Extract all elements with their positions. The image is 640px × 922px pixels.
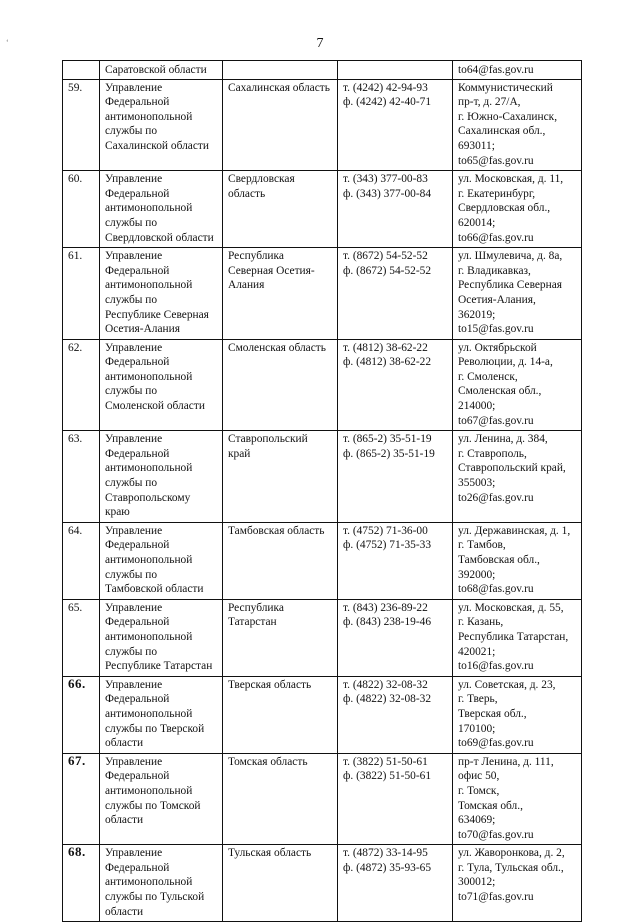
table-row bbox=[63, 339, 582, 431]
postal-address: ул. Советская, д. 23, г. Тверь, Тверская обл., 170100; to69@fas.gov.ru bbox=[453, 676, 582, 753]
row-number: 68. bbox=[63, 845, 100, 922]
phone-fax: т. (343) 377-00-83 ф. (343) 377-00-84 bbox=[338, 171, 453, 248]
table-row bbox=[63, 522, 582, 599]
phone-fax: т. (4242) 42-94-93 ф. (4242) 42-40-71 bbox=[338, 79, 453, 171]
office-name: Управление Федеральной антимонопольной службы по Томской области bbox=[100, 753, 223, 845]
office-name: Управление Федеральной антимонопольной службы по Тамбовской области bbox=[100, 522, 223, 599]
table-row bbox=[63, 79, 582, 171]
postal-address: пр-т Ленина, д. 111, офис 50, г. Томск, Томская обл., 634069; to70@fas.gov.ru bbox=[453, 753, 582, 845]
fas-offices-table bbox=[62, 60, 582, 922]
table-row bbox=[63, 61, 582, 80]
region-name: Смоленская область bbox=[223, 339, 338, 431]
region-name: Тульская область bbox=[223, 845, 338, 922]
table-row bbox=[63, 431, 582, 523]
row-number: 59. bbox=[63, 79, 100, 171]
office-name: Управление Федеральной антимонопольной службы по Республике Северная Осетия-Алания bbox=[100, 248, 223, 340]
office-name: Управление Федеральной антимонопольной службы по Тверской области bbox=[100, 676, 223, 753]
region-name: Тамбовская область bbox=[223, 522, 338, 599]
office-name: Управление Федеральной антимонопольной службы по Сахалинской области bbox=[100, 79, 223, 171]
phone-fax: т. (4822) 32-08-32 ф. (4822) 32-08-32 bbox=[338, 676, 453, 753]
postal-address: ул. Шмулевича, д. 8а, г. Владикавказ, Республика Северная Осетия-Алания, 362019; to15@fas.gov.ru bbox=[453, 248, 582, 340]
region-name bbox=[223, 61, 338, 80]
table-row bbox=[63, 676, 582, 753]
office-name: Управление Федеральной антимонопольной службы по Смоленской области bbox=[100, 339, 223, 431]
office-name: Управление Федеральной антимонопольной службы по Ставропольскому краю bbox=[100, 431, 223, 523]
row-number: 61. bbox=[63, 248, 100, 340]
phone-fax: т. (3822) 51-50-61 ф. (3822) 51-50-61 bbox=[338, 753, 453, 845]
table-row bbox=[63, 599, 582, 676]
postal-address: ул. Державинская, д. 1, г. Тамбов, Тамбовская обл., 392000; to68@fas.gov.ru bbox=[453, 522, 582, 599]
region-name: Республика Татарстан bbox=[223, 599, 338, 676]
phone-fax: т. (8672) 54-52-52 ф. (8672) 54-52-52 bbox=[338, 248, 453, 340]
row-number: 64. bbox=[63, 522, 100, 599]
postal-address: ул. Жаворонкова, д. 2, г. Тула, Тульская обл., 300012; to71@fas.gov.ru bbox=[453, 845, 582, 922]
postal-address: ул. Московская, д. 11, г. Екатеринбург, Свердловская обл., 620014; to66@fas.gov.ru bbox=[453, 171, 582, 248]
postal-address: ул. Московская, д. 55, г. Казань, Республика Татарстан, 420021; to16@fas.gov.ru bbox=[453, 599, 582, 676]
postal-address: ул. Ленина, д. 384, г. Ставрополь, Ставропольский край, 355003; to26@fas.gov.ru bbox=[453, 431, 582, 523]
phone-fax: т. (843) 236-89-22 ф. (843) 238-19-46 bbox=[338, 599, 453, 676]
office-name: Управление Федеральной антимонопольной службы по Тульской области bbox=[100, 845, 223, 922]
office-name: Управление Федеральной антимонопольной службы по Республике Татарстан bbox=[100, 599, 223, 676]
row-number: 65. bbox=[63, 599, 100, 676]
phone-fax bbox=[338, 61, 453, 80]
table-row bbox=[63, 753, 582, 845]
page-number: 7 bbox=[316, 36, 324, 51]
region-name: Республика Северная Осетия- Алания bbox=[223, 248, 338, 340]
postal-address: ул. Октябрьской Революции, д. 14-а, г. Смоленск, Смоленская обл., 214000; to67@fas.gov.ru bbox=[453, 339, 582, 431]
region-name: Тверская область bbox=[223, 676, 338, 753]
office-name: Управление Федеральной антимонопольной службы по Свердловской области bbox=[100, 171, 223, 248]
region-name: Сахалинская область bbox=[223, 79, 338, 171]
region-name: Свердловская область bbox=[223, 171, 338, 248]
phone-fax: т. (4812) 38-62-22 ф. (4812) 38-62-22 bbox=[338, 339, 453, 431]
table-row bbox=[63, 171, 582, 248]
phone-fax: т. (865-2) 35-51-19 ф. (865-2) 35-51-19 bbox=[338, 431, 453, 523]
postal-address: Коммунистический пр-т, д. 27/А, г. Южно-Сахалинск, Сахалинская обл., 693011; to65@fas.gov.ru bbox=[453, 79, 582, 171]
margin-mark: ‘ bbox=[6, 38, 9, 47]
row-number: 66. bbox=[63, 676, 100, 753]
table-row bbox=[63, 845, 582, 922]
postal-address: to64@fas.gov.ru bbox=[453, 61, 582, 80]
row-number bbox=[63, 61, 100, 80]
row-number: 62. bbox=[63, 339, 100, 431]
row-number: 60. bbox=[63, 171, 100, 248]
region-name: Томская область bbox=[223, 753, 338, 845]
phone-fax: т. (4752) 71-36-00 ф. (4752) 71-35-33 bbox=[338, 522, 453, 599]
office-name: Саратовской области bbox=[100, 61, 223, 80]
row-number: 63. bbox=[63, 431, 100, 523]
table-row bbox=[63, 248, 582, 340]
region-name: Ставропольский край bbox=[223, 431, 338, 523]
phone-fax: т. (4872) 33-14-95 ф. (4872) 35-93-65 bbox=[338, 845, 453, 922]
row-number: 67. bbox=[63, 753, 100, 845]
